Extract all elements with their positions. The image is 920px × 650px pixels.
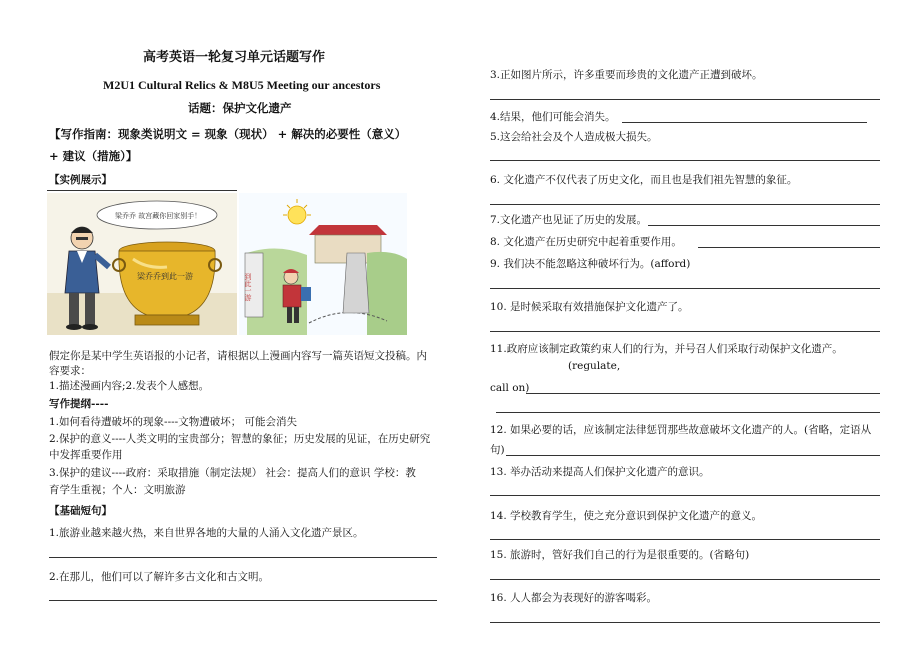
sentence-4: 4.结果，他们可能会消失。 [490, 111, 616, 123]
sentence-1: 1.旅游业越来越火热，来自世界各地的大量的人涌入文化遗产景区。 [49, 527, 364, 539]
task-line2: 容要求： [49, 365, 91, 377]
answer-line-11b[interactable] [496, 412, 880, 413]
outline-item-2b: 中发挥重要作用 [49, 449, 123, 461]
sentence-15: 15. 旅游时，管好我们自己的行为是很重要的。(省略句) [490, 549, 750, 561]
answer-line-3[interactable] [490, 99, 880, 100]
answer-line-12[interactable] [506, 455, 880, 456]
sentence-6: 6. 文化遗产不仅代表了历史文化，而且也是我们祖先智慧的象征。 [490, 174, 798, 186]
wall-graffiti: 到此一游 [244, 273, 252, 301]
outline-item-1: 1.如何看待遭破坏的现象----文物遭破坏； 可能会消失 [49, 416, 298, 428]
sentence-11-hint: (regulate, [568, 360, 621, 372]
vessel-graffiti: 梁乔乔到此一游 [137, 272, 193, 281]
sentence-12a: 12. 如果必要的话，应该制定法律惩罚那些故意破坏文化遗产的人。(省略，定语从 [490, 424, 872, 436]
answer-line-15[interactable] [490, 579, 880, 580]
answer-line-1[interactable] [49, 557, 437, 558]
sentence-14: 14. 学校教育学生，使之充分意识到保护文化遗产的意义。 [490, 510, 763, 522]
sentence-8: 8. 文化遗产在历史研究中起着重要作用。 [490, 236, 682, 248]
sentence-13: 13. 举办活动来提高人们保护文化遗产的意识。 [490, 466, 710, 478]
sentence-11-callon: call on) [490, 382, 530, 394]
answer-line-13[interactable] [490, 495, 880, 496]
sentence-5: 5.这会给社会及个人造成极大损失。 [490, 131, 658, 143]
answer-line-7[interactable] [648, 225, 880, 226]
sentence-3: 3.正如图片所示，许多重要而珍贵的文化遗产正遭到破坏。 [490, 69, 763, 81]
answer-line-9[interactable] [490, 288, 880, 289]
sentence-10: 10. 是时候采取有效措施保护文化遗产了。 [490, 301, 689, 313]
answer-line-5[interactable] [490, 160, 880, 161]
answer-line-4[interactable] [622, 122, 867, 123]
sentence-12b: 句) [490, 444, 505, 456]
outline-item-3b: 育学生重视；个人：文明旅游 [49, 484, 186, 496]
cartoon-illustration [47, 193, 407, 335]
sentence-7: 7.文化遗产也见证了历史的发展。 [490, 214, 648, 226]
outline-item-2a: 2.保护的意义----人类文明的宝贵部分；智慧的象征；历史发展的见证，在历史研究 [49, 433, 431, 445]
writing-guide-line2: + 建议（措施）】 [49, 149, 138, 163]
outline-item-3a: 3.保护的建议----政府：采取措施（制定法规） 社会：提高人们的意识 学校：教 [49, 467, 416, 479]
task-line3: 1.描述漫画内容;2.发表个人感想。 [49, 380, 210, 392]
writing-guide-line1: 【写作指南：现象类说明文 = 现象（现状） + 解决的必要性（意义） [49, 127, 407, 141]
example-heading: 【实例展示】 [49, 174, 112, 186]
cartoon-bubble-text: 梁乔乔 故宫藏你回家别手！ [115, 212, 202, 220]
answer-line-11a[interactable] [526, 393, 880, 394]
answer-line-6[interactable] [490, 204, 880, 205]
sentence-16: 16. 人人都会为表现好的游客喝彩。 [490, 592, 658, 604]
answer-line-10[interactable] [490, 331, 880, 332]
example-underline [47, 190, 237, 191]
sentence-9: 9. 我们决不能忽略这种破坏行为。(afford) [490, 258, 691, 270]
answer-line-2[interactable] [49, 600, 437, 601]
sentence-11: 11.政府应该制定政策约束人们的行为，并号召人们采取行动保护文化遗产。 [490, 343, 843, 355]
outline-heading: 写作提纲---- [49, 398, 109, 410]
answer-line-8[interactable] [698, 247, 880, 248]
sentence-2: 2.在那儿，他们可以了解许多古文化和古文明。 [49, 571, 270, 583]
basic-sentences-heading: 【基础短句】 [49, 505, 112, 517]
topic-label: 话题：保护文化遗产 [188, 101, 292, 115]
task-line1: 假定你是某中学生英语报的小记者，请根据以上漫画内容写一篇英语短文投稿。内 [49, 350, 427, 362]
answer-line-14[interactable] [490, 539, 880, 540]
unit-subtitle: M2U1 Cultural Relics & M8U5 Meeting our ancestors [103, 78, 381, 92]
page-title: 高考英语一轮复习单元话题写作 [143, 50, 326, 65]
answer-line-16[interactable] [490, 622, 880, 623]
